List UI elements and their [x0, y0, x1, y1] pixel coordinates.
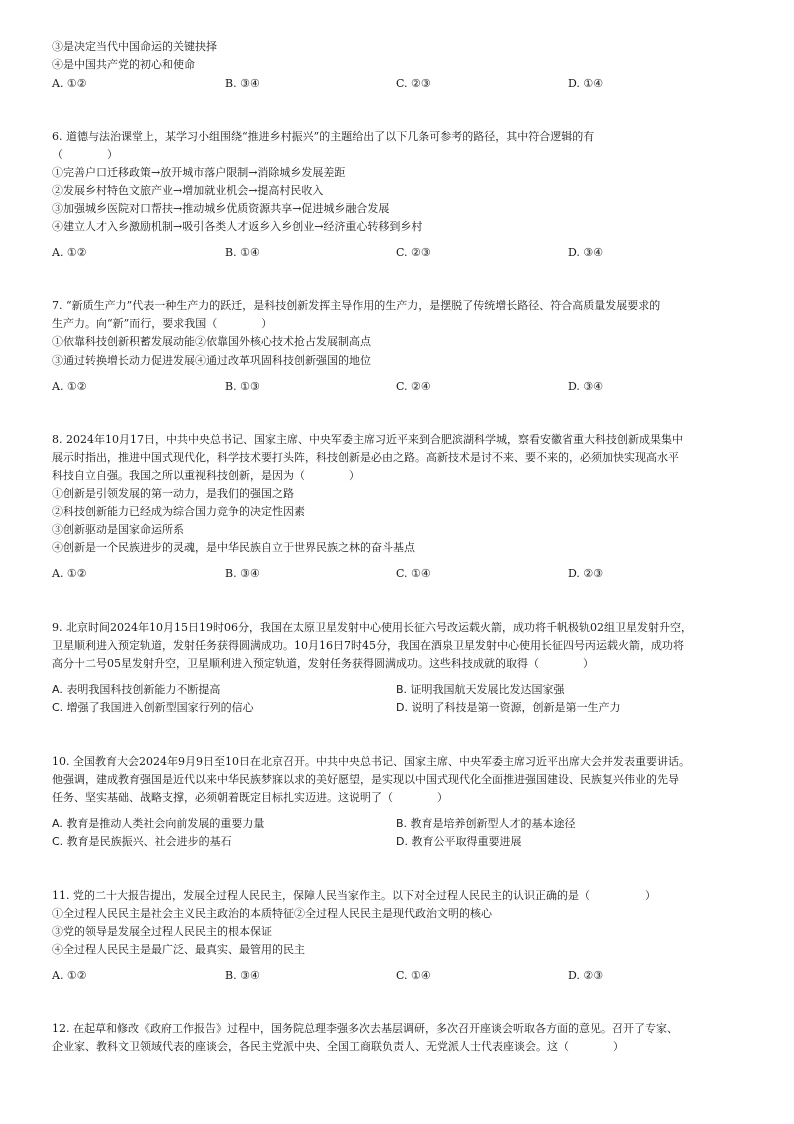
q6-item-1: ①完善户口迁移政策→放开城市落户限制→消除城乡发展差距 [52, 166, 346, 179]
q11-options [52, 969, 742, 983]
q7-items-line-1: ①依靠科技创新积蓄发展动能②依靠国外核心技术抢占发展制高点 [52, 335, 371, 348]
q11-items-line-3: ④全过程人民民主是最广泛、最真实、最管用的民主 [52, 943, 305, 956]
q7-stem-line-1: 7. “新质生产力”代表一种生产力的跃迁，是科技创新发挥主导作用的生产力，是摆脱了传统增长路径、符合高质量发展要求的 [52, 299, 661, 312]
q9-option-d[interactable]: D. 说明了科技是第一资源，创新是第一生产力 [396, 701, 621, 714]
q8-option-a[interactable]: A. ①② [52, 567, 87, 580]
q9-options-row-2 [52, 701, 742, 715]
q8-stem-line-1: 8. 2024年10月17日，中共中央总书记、国家主席、中央军委主席习近平来到合肥滨湖科学城，察看安徽省重大科技创新成果集中 [52, 433, 683, 446]
q10-option-b[interactable]: B. 教育是培养创新型人才的基本途径 [396, 817, 576, 830]
q8-stem-line-3: 科技自立自强。我国之所以重视科技创新，是因为（ ） [52, 469, 360, 482]
q11-option-d[interactable]: D. ②③ [568, 969, 604, 982]
q10-stem-line-3: 任务、坚实基础、战略支撑，必须朝着既定目标扎实迈进。这说明了（ ） [52, 791, 448, 804]
q9-option-c[interactable]: C. 增强了我国进入创新型国家行列的信心 [52, 701, 254, 714]
q7-option-d[interactable]: D. ③④ [568, 380, 604, 393]
q7-option-a[interactable]: A. ①② [52, 380, 87, 393]
q11-option-c[interactable]: C. ①④ [396, 969, 431, 982]
q5-option-a[interactable]: A. ①② [52, 77, 87, 90]
q10-option-a[interactable]: A. 教育是推动人类社会向前发展的重要力量 [52, 817, 265, 830]
q5-option-d[interactable]: D. ①④ [568, 77, 604, 90]
q5-options [52, 77, 742, 91]
q10-options-row-2 [52, 835, 742, 849]
q8-item-1: ①创新是引领发展的第一动力，是我们的强国之路 [52, 487, 294, 500]
q6-option-d[interactable]: D. ③④ [568, 246, 604, 259]
q6-option-c[interactable]: C. ②③ [396, 246, 431, 259]
q7-option-b[interactable]: B. ①③ [225, 380, 260, 393]
q6-stem-line-2: （ ） [52, 148, 118, 161]
q8-options [52, 567, 742, 581]
q7-options [52, 380, 742, 394]
q6-item-4: ④建立人才入乡激励机制→吸引各类人才返乡入乡创业→经济重心转移到乡村 [52, 220, 423, 233]
q8-item-2: ②科技创新能力已经成为综合国力竞争的决定性因素 [52, 505, 305, 518]
q7-stem-line-2: 生产力。向“新”而行，要求我国（ ） [52, 317, 273, 330]
q5-option-c[interactable]: C. ②③ [396, 77, 431, 90]
q8-option-b[interactable]: B. ③④ [225, 567, 260, 580]
q11-items-line-2: ③党的领导是发展全过程人民民主的根本保证 [52, 925, 272, 938]
q7-option-c[interactable]: C. ②④ [396, 380, 431, 393]
q5-option-b[interactable]: B. ③④ [225, 77, 260, 90]
q9-option-a[interactable]: A. 表明我国科技创新能力不断提高 [52, 683, 221, 696]
q8-item-4: ④创新是一个民族进步的灵魂，是中华民族自立于世界民族之林的奋斗基点 [52, 541, 415, 554]
q11-stem-line-1: 11. 党的二十大报告提出，发展全过程人民民主，保障人民当家作主。以下对全过程人民民主的认识正确的是（ ） [52, 889, 656, 902]
q10-stem-line-2: 他强调，建成教育强国是近代以来中华民族梦寐以求的美好愿望，是实现以中国式现代化全面推进强国建设、民族复兴伟业的先导 [52, 773, 679, 786]
q8-option-c[interactable]: C. ①④ [396, 567, 431, 580]
q10-option-d[interactable]: D. 教育公平取得重要进展 [396, 835, 522, 848]
q8-stem-line-2: 展示时指出，推进中国式现代化，科学技术要打头阵，科技创新是必由之路。高新技术是讨不来、要不来的，必须加快实现高水平 [52, 451, 679, 464]
q9-stem-line-2: 卫星顺利进入预定轨道，发射任务获得圆满成功。10月16日7时45分，我国在酒泉卫星发射中心使用长征四号丙运载火箭，成功将 [52, 639, 684, 652]
q6-stem-line-1: 6. 道德与法治课堂上，某学习小组围绕“推进乡村振兴”的主题给出了以下几条可参考的路径，其中符合逻辑的有 [52, 130, 595, 143]
q5-item-4: ④是中国共产党的初心和使命 [52, 58, 195, 71]
q8-item-3: ③创新驱动是国家命运所系 [52, 523, 184, 536]
q8-option-d[interactable]: D. ②③ [568, 567, 604, 580]
q12-stem-line-2: 企业家、教科文卫领域代表的座谈会，各民主党派中央、全国工商联负责人、无党派人士代表座谈会。这（ ） [52, 1040, 624, 1053]
q10-stem-line-1: 10. 全国教育大会2024年9月9日至10日在北京召开。中共中央总书记、国家主席、中央军委主席习近平出席大会并发表重要讲话。 [52, 755, 690, 768]
q6-item-3: ③加强城乡医院对口帮扶→推动城乡优质资源共享→促进城乡融合发展 [52, 202, 390, 215]
q11-option-a[interactable]: A. ①② [52, 969, 87, 982]
q11-option-b[interactable]: B. ③④ [225, 969, 260, 982]
q10-option-c[interactable]: C. 教育是民族振兴、社会进步的基石 [52, 835, 232, 848]
q11-items-line-1: ①全过程人民民主是社会主义民主政治的本质特征②全过程人民民主是现代政治文明的核心 [52, 907, 492, 920]
q6-option-b[interactable]: B. ①④ [225, 246, 260, 259]
q5-item-3: ③是决定当代中国命运的关键抉择 [52, 40, 217, 53]
q6-options [52, 246, 742, 260]
q7-items-line-2: ③通过转换增长动力促进发展④通过改革巩固科技创新强国的地位 [52, 354, 371, 367]
q10-options-row-1 [52, 817, 742, 831]
q9-stem-line-1: 9. 北京时间2024年10月15日19时06分，我国在太原卫星发射中心使用长征六号改运载火箭，成功将千帆极轨02组卫星发射升空， [52, 621, 692, 634]
q6-item-2: ②发展乡村特色文旅产业→增加就业机会→提高村民收入 [52, 184, 324, 197]
q9-option-b[interactable]: B. 证明我国航天发展比发达国家强 [396, 683, 565, 696]
q9-stem-line-3: 高分十二号05星发射升空，卫星顺利进入预定轨道，发射任务获得圆满成功。这些科技成就的取得（ ） [52, 657, 594, 670]
q6-option-a[interactable]: A. ①② [52, 246, 87, 259]
q12-stem-line-1: 12. 在起草和修改《政府工作报告》过程中，国务院总理李强多次去基层调研，多次召开座谈会听取各方面的意见。召开了专家、 [52, 1022, 678, 1035]
q9-options-row-1 [52, 683, 742, 697]
